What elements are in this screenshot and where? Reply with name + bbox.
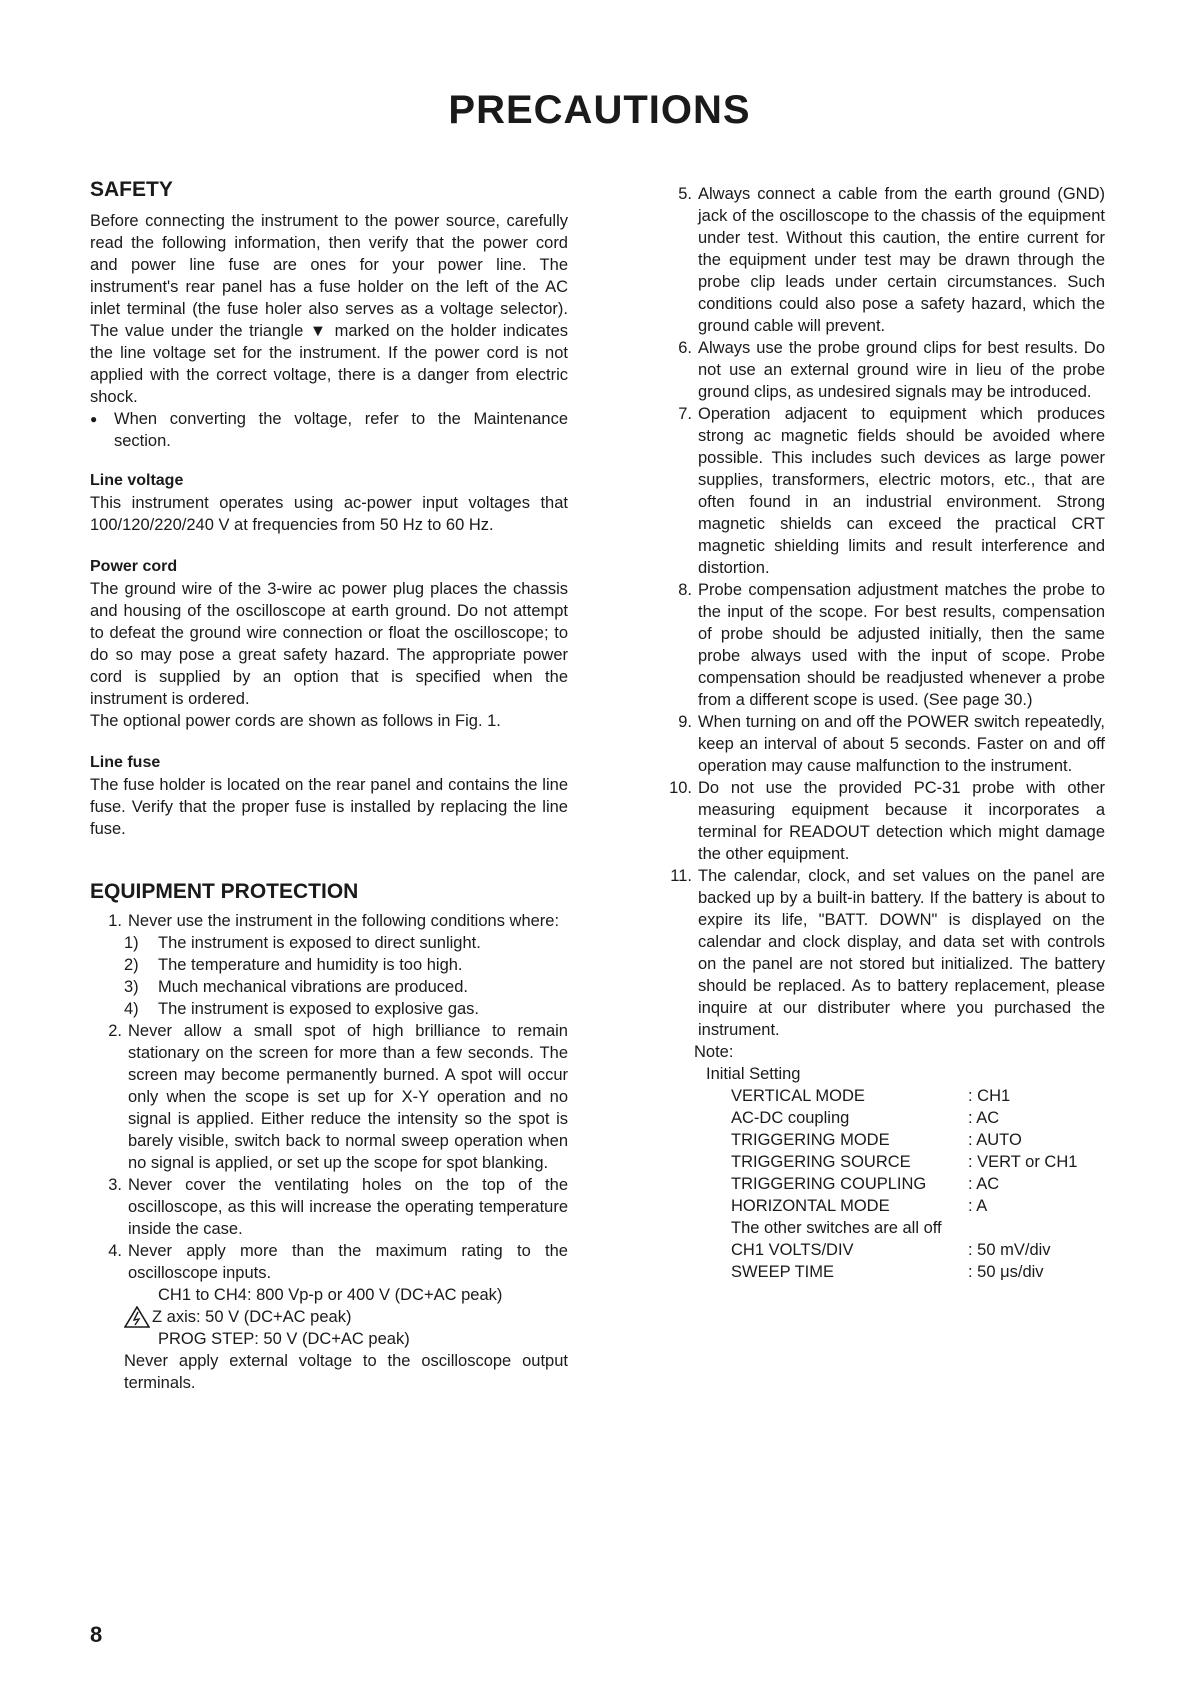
right-list — [660, 183, 1105, 1283]
power-cord-section — [90, 578, 568, 732]
sub-item-number: 1) — [124, 934, 139, 952]
safety-section — [90, 210, 568, 452]
page-number: 8 — [90, 1622, 103, 1647]
power-cord-text: The ground wire of the 3-wire ac power plug places the chassis and housing of the oscilloscope at earth ground. Do not attempt to defeat the ground wire connection or float the oscilloscope; to do so may pose a great safety hazard. The appropriate power cord is supplied by an option that is specified when the instrument is ordered. — [90, 580, 568, 708]
item-text: Never use the instrument in the following conditions where: — [128, 912, 560, 930]
list-item — [660, 865, 1105, 1041]
setting-row — [731, 1129, 1105, 1151]
sub-list-item — [124, 954, 568, 976]
sub-list-item — [124, 998, 568, 1020]
list-item — [90, 1020, 568, 1174]
item-text: Never apply more than the maximum rating to the oscilloscope inputs. — [128, 1242, 568, 1282]
item-text: Probe compensation adjustment matches the probe to the input of the scope. For best results, compensation of probe should be adjusted initially, then the same probe always used with the input of scope. Probe compensation should be readjusted whenever a probe from a different scope is used. (See page 30.) — [698, 581, 1105, 709]
setting-value: : VERT or CH1 — [968, 1153, 1078, 1171]
setting-value: : AC — [968, 1175, 1000, 1193]
sub-item-text: The temperature and humidity is too high. — [158, 956, 463, 974]
item-text: Do not use the provided PC-31 probe with other measuring equipment because it incorporates a terminal for READOUT detection which might damage the other equipment. — [698, 779, 1105, 863]
safety-heading: SAFETY — [90, 178, 173, 201]
item-text: Never cover the ventilating holes on the top of the oscilloscope, as this will increase the operating temperature inside the case. — [128, 1176, 568, 1238]
item-number: 7. — [678, 405, 692, 423]
sub-item-text: Much mechanical vibrations are produced. — [158, 978, 468, 996]
list-item — [660, 403, 1105, 579]
other-switches-text: The other switches are all off — [731, 1219, 942, 1237]
list-item — [90, 1174, 568, 1240]
line-fuse-text: The fuse holder is located on the rear panel and contains the line fuse. Verify that the proper fuse is installed by replacing the line fuse. — [90, 776, 568, 838]
sub-list-item — [124, 932, 568, 954]
item-number: 5. — [678, 185, 692, 203]
setting-label: VERTICAL MODE — [731, 1087, 865, 1105]
warning-triangle-icon — [124, 1306, 152, 1328]
setting-row — [731, 1261, 1105, 1283]
rating-line-with-warning — [124, 1306, 568, 1328]
item-text: The calendar, clock, and set values on the panel are backed up by a built-in battery. If the battery is about to expire its life, "BATT. DOWN" is displayed on the calendar and clock display, and data set with controls on the panel are not stored but initialized. The battery should be replaced. As to battery replacement, please inquire at our distributer where you purchased the instrument. — [698, 867, 1105, 1039]
item-number: 3. — [108, 1176, 122, 1194]
equipment-protection-heading: EQUIPMENT PROTECTION — [90, 880, 359, 903]
line-voltage-heading: Line voltage — [90, 472, 184, 489]
item-text: Always use the probe ground clips for best results. Do not use an external ground wire in lieu of the probe ground clips, as undesired signals may be introduced. — [698, 339, 1105, 401]
bullet-icon: ● — [90, 412, 98, 426]
sub-item-text: The instrument is exposed to explosive gas. — [158, 1000, 480, 1018]
list-item — [90, 1240, 568, 1284]
setting-value: : 50 μs/div — [968, 1263, 1044, 1281]
setting-row — [731, 1085, 1105, 1107]
page-title: PRECAUTIONS — [448, 88, 751, 132]
setting-label: TRIGGERING SOURCE — [731, 1153, 911, 1171]
settings-table — [731, 1085, 1105, 1283]
setting-label: HORIZONTAL MODE — [731, 1197, 890, 1215]
item-number: 2. — [108, 1022, 122, 1040]
setting-row — [731, 1107, 1105, 1129]
setting-label: SWEEP TIME — [731, 1263, 834, 1281]
line-fuse-heading: Line fuse — [90, 754, 161, 771]
line-voltage-section — [90, 492, 568, 536]
sub-item-number: 2) — [124, 956, 139, 974]
setting-label: TRIGGERING COUPLING — [731, 1175, 927, 1193]
item-text: Always connect a cable from the earth ground (GND) jack of the oscilloscope to the chassis of the equipment under test. Without this caution, the entire current for the equipment under test may be drawn through the probe clip leads under certain circumstances. Such conditions could also pose a safety hazard, which the ground cable will prevent. — [698, 185, 1105, 335]
sub-item-number: 3) — [124, 978, 139, 996]
setting-row — [731, 1195, 1105, 1217]
setting-label: AC-DC coupling — [731, 1109, 850, 1127]
item-text: Never allow a small spot of high brilliance to remain stationary on the screen for more than a few seconds. The screen may become permanently burned. A spot will occur only when the scope is set up for X-Y operation and no signal is applied. Either reduce the intensity so the spot is barely visible, switch back to normal sweep operation when no signal is applied, or set up the scope for spot blanking. — [128, 1022, 568, 1172]
setting-row — [731, 1151, 1105, 1173]
initial-setting-label: Initial Setting — [706, 1065, 801, 1083]
item-number: 1. — [108, 912, 122, 930]
item-number: 8. — [678, 581, 692, 599]
setting-label: TRIGGERING MODE — [731, 1131, 890, 1149]
line-fuse-section — [90, 774, 568, 840]
list-item — [660, 711, 1105, 777]
list-item — [660, 183, 1105, 337]
item-text: When turning on and off the POWER switch repeatedly, keep an interval of about 5 seconds. Faster on and off operation may cause malfunction to the instrument. — [698, 713, 1105, 775]
item-number: 9. — [678, 713, 692, 731]
power-cord-text-2: The optional power cords are shown as follows in Fig. 1. — [90, 712, 501, 730]
note-block — [694, 1041, 1105, 1283]
item-number: 6. — [678, 339, 692, 357]
item-4-footer: Never apply external voltage to the oscilloscope output terminals. — [124, 1352, 568, 1392]
setting-value: : A — [968, 1197, 988, 1215]
safety-bullet — [90, 408, 568, 452]
safety-intro: Before connecting the instrument to the power source, carefully read the following information, then verify that the power cord and power line fuse are ones for your power line. The instrument's rear panel has a fuse holder on the left of the AC inlet terminal (the fuse holer also serves as a voltage selector). The value under the triangle ▼ marked on the holder indicates the line voltage set for the instrument. If the power cord is not applied with the correct voltage, there is a danger from electric shock. — [90, 212, 568, 406]
item-number: 11. — [670, 867, 692, 885]
list-item — [660, 337, 1105, 403]
rating-line: CH1 to CH4: 800 Vp-p or 400 V (DC+AC peak) — [158, 1286, 503, 1304]
note-label: Note: — [694, 1043, 734, 1061]
safety-bullet-text: When converting the voltage, refer to the Maintenance section. — [114, 410, 568, 450]
setting-value: : AUTO — [968, 1131, 1022, 1149]
list-item — [660, 579, 1105, 711]
rating-line: PROG STEP: 50 V (DC+AC peak) — [158, 1330, 410, 1348]
line-voltage-text: This instrument operates using ac-power input voltages that 100/120/220/240 V at frequencies from 50 Hz to 60 Hz. — [90, 494, 568, 534]
sub-list-item — [124, 976, 568, 998]
sub-item-text: The instrument is exposed to direct sunlight. — [158, 934, 481, 952]
setting-row — [731, 1173, 1105, 1195]
setting-label: CH1 VOLTS/DIV — [731, 1241, 854, 1259]
power-cord-heading: Power cord — [90, 558, 178, 575]
item-number: 4. — [108, 1242, 122, 1260]
list-item — [90, 910, 568, 932]
item-number: 10. — [669, 779, 692, 797]
setting-row — [731, 1239, 1105, 1261]
setting-value: : CH1 — [968, 1087, 1011, 1105]
equipment-protection-list — [90, 910, 568, 1394]
list-item — [660, 777, 1105, 865]
setting-value: : AC — [968, 1109, 1000, 1127]
sub-item-number: 4) — [124, 1000, 139, 1018]
item-text: Operation adjacent to equipment which produces strong ac magnetic fields should be avoided where possible. This includes such devices as large power supplies, transformers, electric motors, etc., that are often found in an industrial environment. Strong magnetic shields can exceed the practical CRT magnetic shielding limits and result interference and distortion. — [698, 405, 1105, 577]
setting-value: : 50 mV/div — [968, 1241, 1051, 1259]
rating-text: Z axis: 50 V (DC+AC peak) — [152, 1308, 352, 1326]
